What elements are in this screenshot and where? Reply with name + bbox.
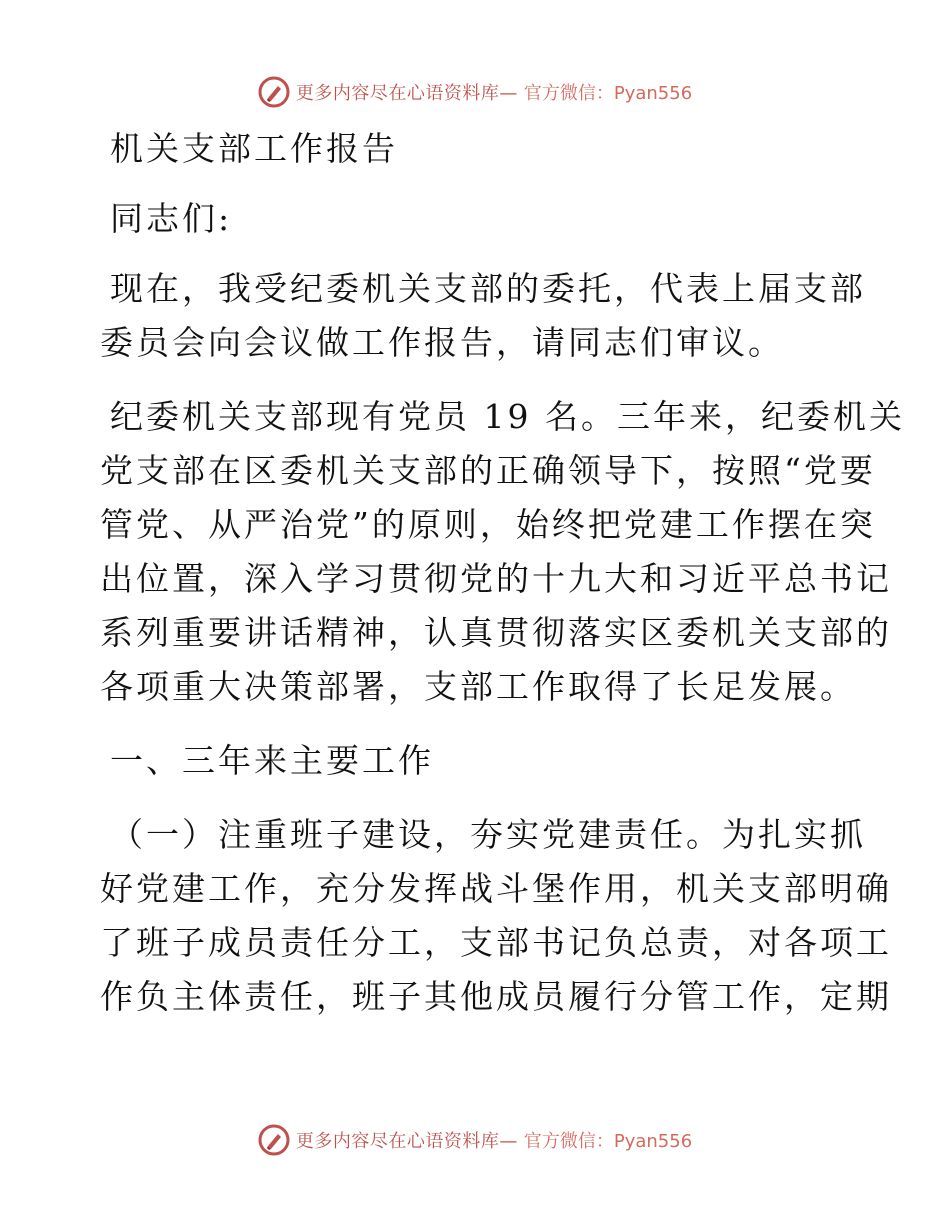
paragraph-2 (100, 390, 905, 714)
paragraph-line: 系列重要讲话精神，认真贯彻落实区委机关支部的 (100, 613, 892, 652)
watermark-text: 更多内容尽在心语资料库— (295, 83, 518, 104)
watermark-text: 更多内容尽在心语资料库— (295, 1131, 518, 1152)
paragraph-line: 出位置，深入学习贯彻党的十九大和习近平总书记 (100, 559, 892, 598)
section-heading: 一、三年来主要工作 (110, 741, 434, 780)
paragraph-line: 好党建工作，充分发挥战斗堡作用，机关支部明确 (100, 869, 892, 908)
paragraph-line: 现在，我受纪委机关支部的委托，代表上届支部 (110, 269, 866, 308)
document-title: 机关支部工作报告 (110, 129, 398, 168)
paragraph-line: 作负主体责任，班子其他成员履行分管工作，定期 (100, 977, 892, 1016)
watermark-wechat: 官方微信：Pyan556 (523, 1131, 693, 1152)
watermark-wechat: 官方微信：Pyan556 (523, 83, 693, 104)
document-body (100, 122, 905, 1024)
paragraph-line: 委员会向会议做工作报告，请同志们审议。 (100, 323, 784, 362)
watermark-footer (0, 1120, 950, 1160)
watermark-header (0, 72, 950, 112)
paragraph-line: 纪委机关支部现有党员 19 名。三年来，纪委机关 (110, 397, 905, 436)
subsection-1 (100, 808, 892, 1024)
salutation: 同志们: (110, 199, 233, 238)
paragraph-line: （一）注重班子建设，夯实党建责任。为扎实抓 (110, 815, 866, 854)
paragraph-line: 党支部在区委机关支部的正确领导下，按照“党要 (100, 451, 876, 490)
paragraph-line: 了班子成员责任分工，支部书记负总责，对各项工 (100, 923, 892, 962)
paragraph-line: 管党、从严治党”的原则，始终把党建工作摆在突 (100, 505, 876, 544)
pen-badge-icon (258, 1124, 290, 1156)
paragraph-line: 各项重大决策部署，支部工作取得了长足发展。 (100, 667, 856, 706)
paragraph-1 (100, 262, 866, 370)
pen-badge-icon (258, 76, 290, 108)
